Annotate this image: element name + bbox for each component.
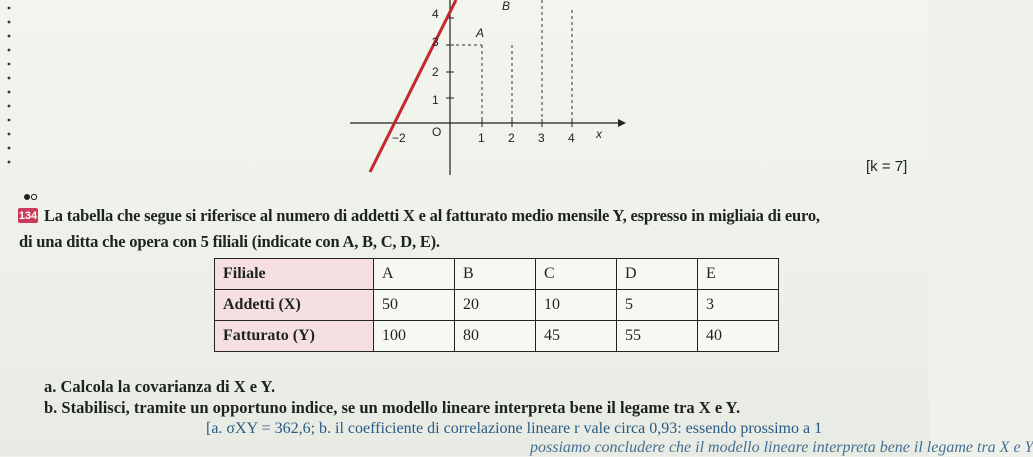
table-cell: 45: [536, 321, 617, 352]
line-graph: [340, 0, 640, 185]
data-table: [214, 258, 779, 352]
table-cell: 3: [698, 290, 779, 321]
x-tick-1: 1: [478, 131, 485, 145]
difficulty-dots: [24, 193, 38, 201]
row-label: Fatturato (Y): [215, 321, 374, 352]
table-row: [215, 290, 779, 321]
table-cell: 50: [374, 290, 455, 321]
table-cell: 100: [374, 321, 455, 352]
exercise-text-line2: di una ditta che opera con 5 filiali (indicate con A, B, C, D, E).: [19, 232, 440, 251]
side-answer: [k = 7]: [866, 158, 908, 175]
exercise-number-badge: 134: [18, 209, 38, 222]
column-header: A: [374, 259, 455, 290]
x-tick-3: 3: [538, 131, 545, 145]
y-tick-4: 4: [432, 7, 439, 21]
answer-line2: possiamo concludere che il modello lineare interpreta bene il legame tra X e Y: [530, 439, 1033, 456]
y-tick-2: 2: [432, 65, 439, 79]
table-row: [215, 321, 779, 352]
question-b: b. Stabilisci, tramite un opportuno indice, se un modello lineare interpreta bene il legame tra X e Y.: [44, 398, 741, 417]
point-b-label: B: [502, 0, 511, 13]
x-axis-label: x: [596, 127, 602, 141]
x-tick-2: 2: [508, 131, 515, 145]
y-tick-1: 1: [432, 93, 439, 107]
table-cell: 5: [617, 290, 698, 321]
exercise-text-line1: La tabella che segue si riferisce al numero di addetti X e al fatturato medio mensile Y, espresso in migliaia di euro,: [44, 206, 820, 225]
origin-label: O: [432, 125, 442, 139]
table-cell: 10: [536, 290, 617, 321]
table-cell: 40: [698, 321, 779, 352]
x-tick-4: 4: [568, 131, 575, 145]
table-cell: 20: [455, 290, 536, 321]
column-header: C: [536, 259, 617, 290]
margin-dots: [6, 0, 12, 170]
x-tick-neg2: −2: [392, 131, 406, 145]
table-header-label: Filiale: [215, 259, 374, 290]
row-label: Addetti (X): [215, 290, 374, 321]
sloped-line: [370, 0, 456, 172]
point-a-label: A: [476, 26, 485, 40]
table-cell: 80: [455, 321, 536, 352]
table-header-row: [215, 259, 779, 290]
answer-line1: [a. σXY = 362,6; b. il coefficiente di correlazione lineare r vale circa 0,93: essendo prossimo a 1: [206, 420, 823, 437]
question-a: a. Calcola la covarianza di X e Y.: [44, 377, 276, 396]
column-header: D: [617, 259, 698, 290]
table-cell: 55: [617, 321, 698, 352]
column-header: B: [455, 259, 536, 290]
column-header: E: [698, 259, 779, 290]
y-tick-3: 3: [432, 35, 439, 49]
